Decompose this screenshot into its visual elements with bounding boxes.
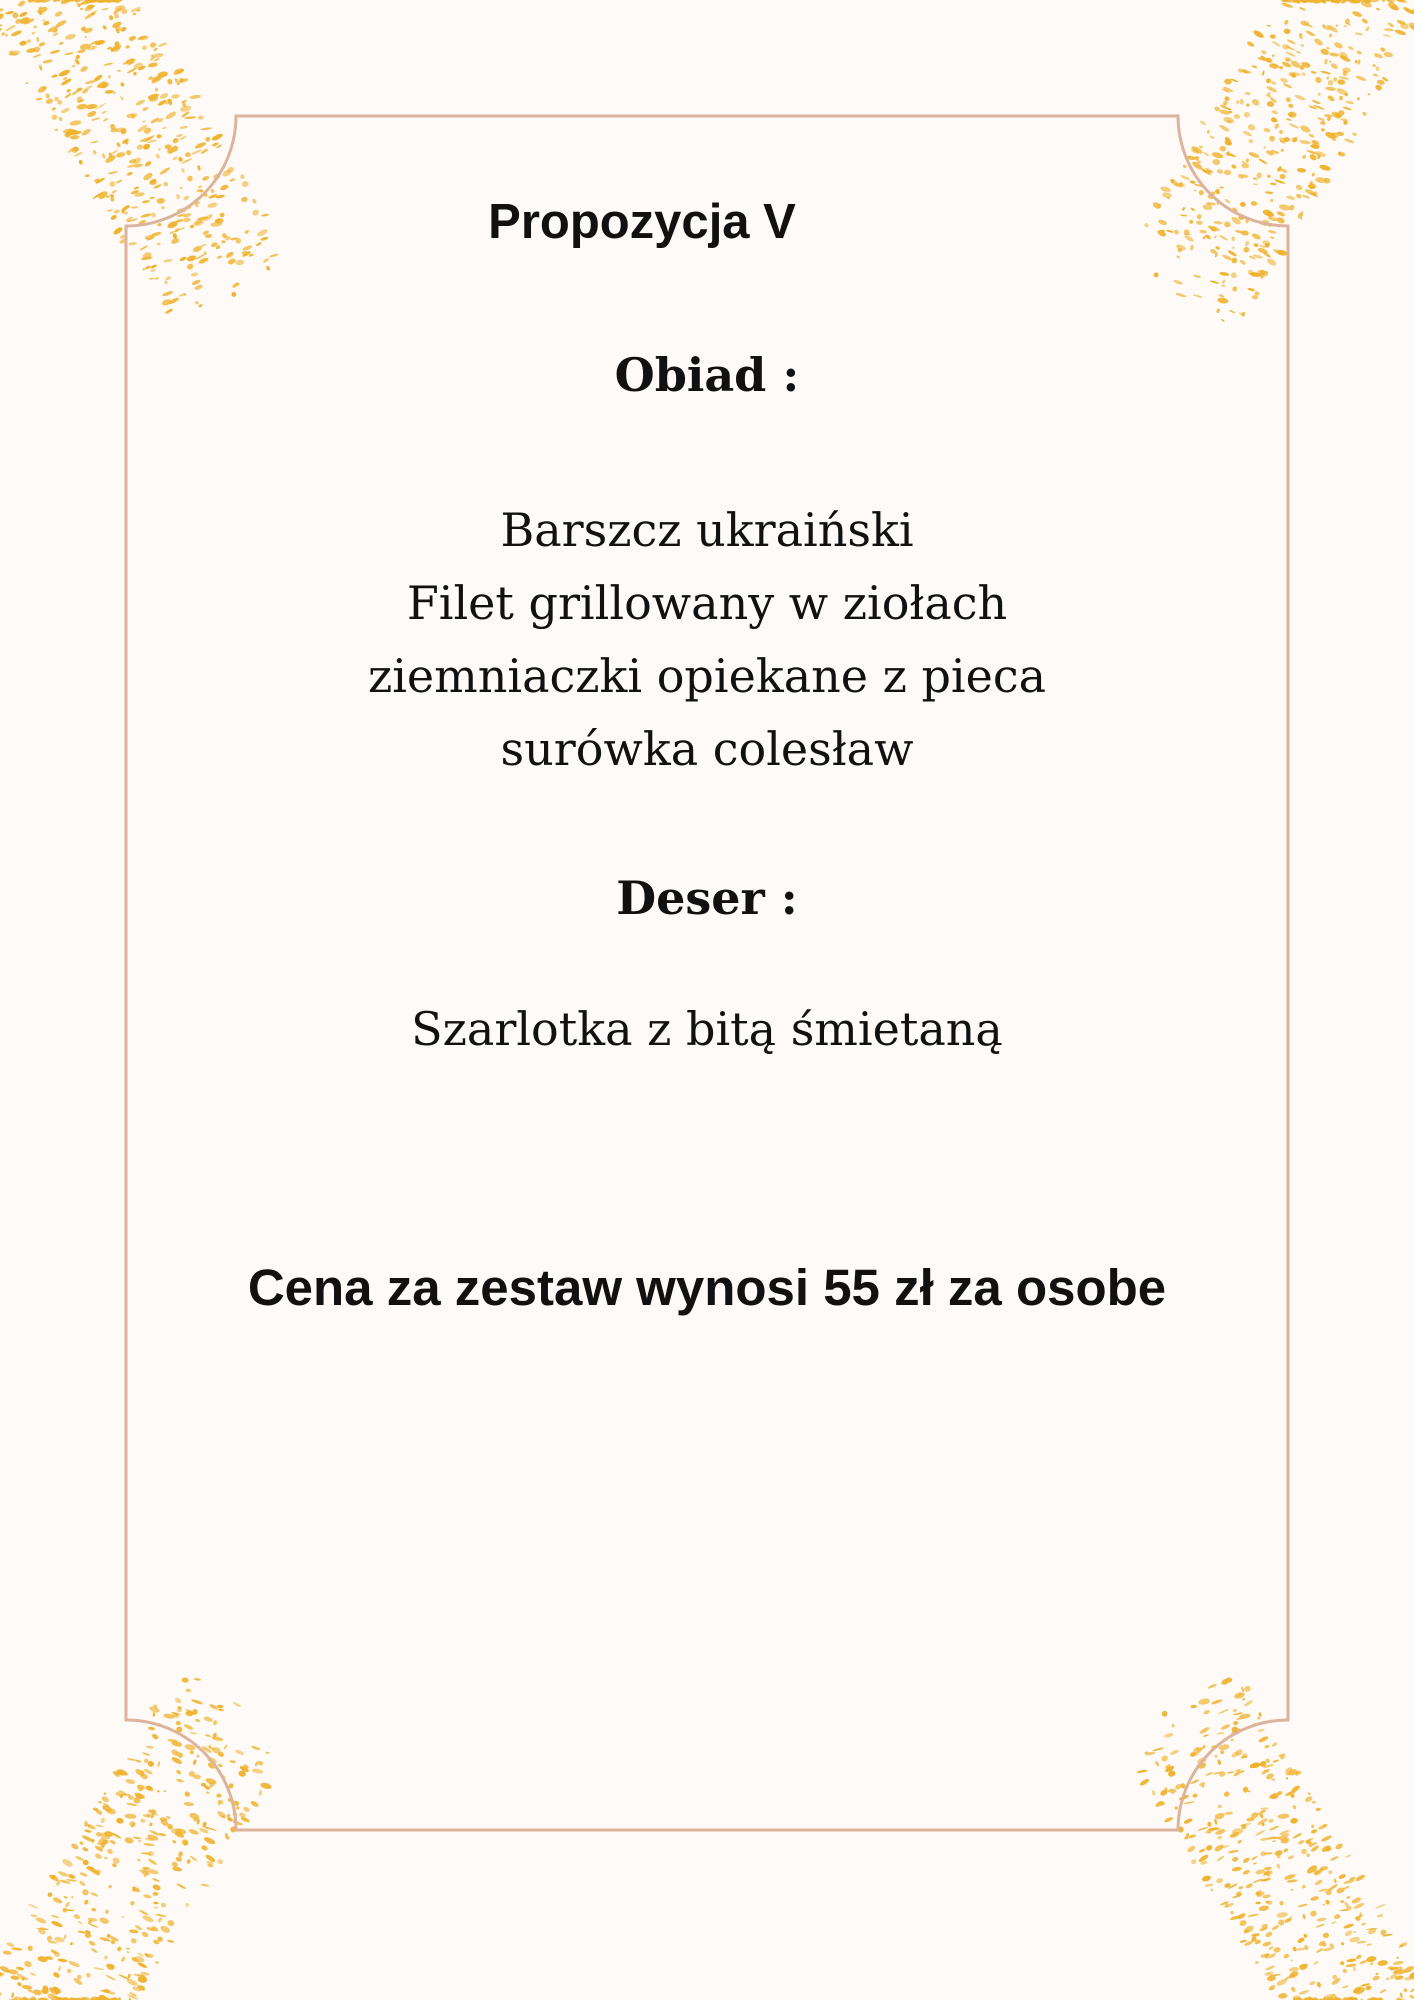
menu-card bbox=[124, 0, 1290, 2000]
menu-title: Propozycja V bbox=[488, 195, 796, 249]
price-text: Cena za zestaw wynosi 55 zł za osobe bbox=[247, 1259, 1167, 1316]
lunch-item: surówka colesław bbox=[500, 722, 914, 776]
lunch-item: ziemniaczki opiekane z pieca bbox=[367, 649, 1047, 703]
lunch-heading: Obiad : bbox=[614, 348, 800, 402]
dessert-heading: Deser : bbox=[616, 871, 798, 925]
lunch-item: Filet grillowany w ziołach bbox=[406, 576, 1008, 630]
lunch-items bbox=[124, 494, 1290, 786]
lunch-item: Barszcz ukraiński bbox=[500, 503, 914, 557]
dessert-item: Szarlotka z bitą śmietaną bbox=[411, 1002, 1003, 1056]
